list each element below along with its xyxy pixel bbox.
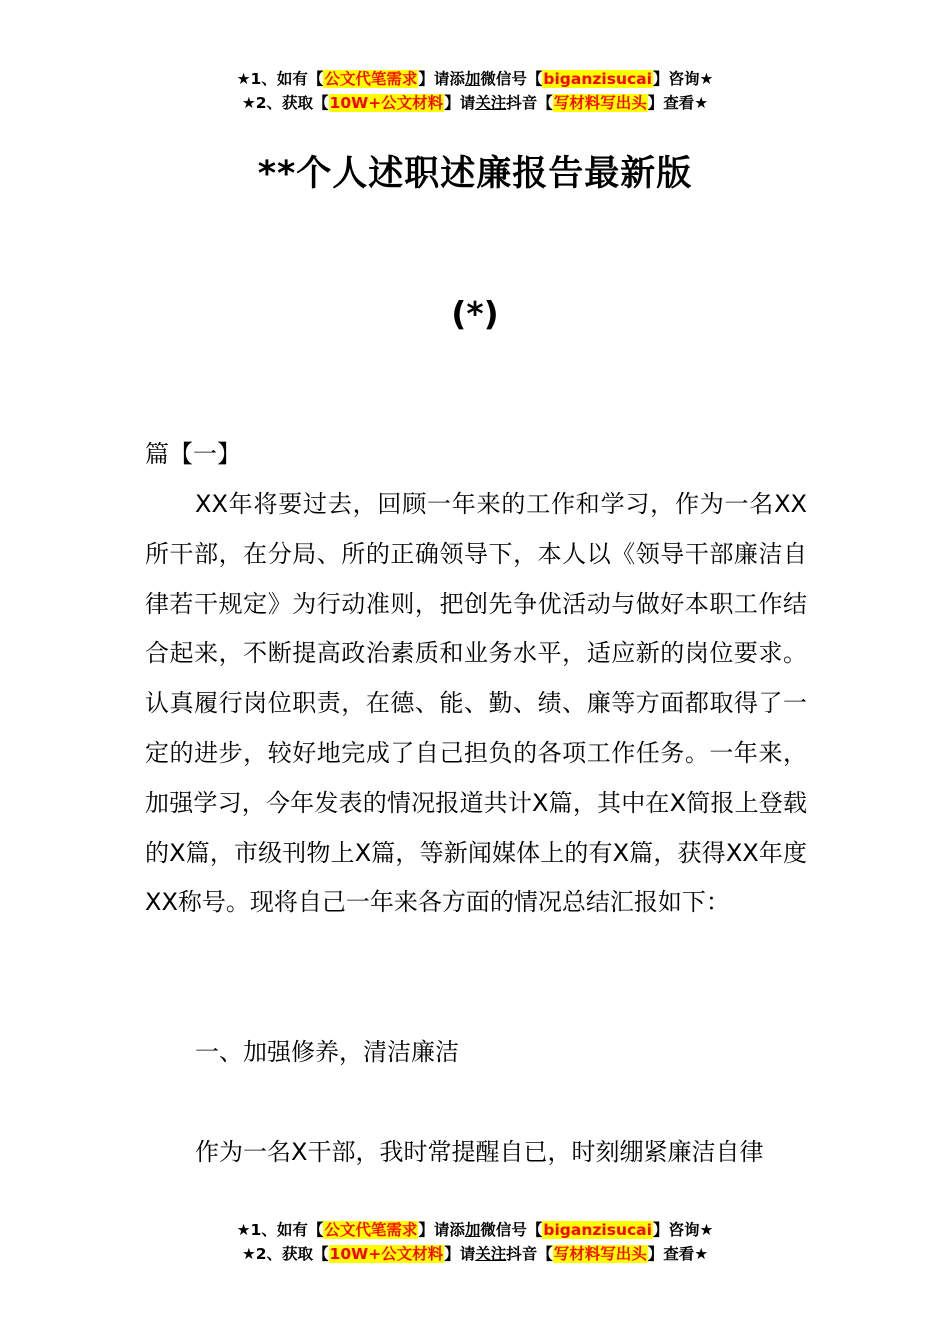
- promo-text: 】请添: [418, 70, 465, 88]
- body-paragraph-1: XX年将要过去，回顾一年来的工作和学习，作为一名XX所干部，在分局、所的正确领导下，本人以《领导干部廉洁自律若干规定》为行动准则，把创先争优活动与做好本职工作结合起来，不断提高政治素质和业务水平，适应新的岗位要求。认真履行岗位职责，在德、能、勤、绩、廉等方面都取得了一定的进步，较好地完成了自己担负的各项工作任务。一年来，加强学习，今年发表的情况报道共计X篇，其中在X简报上登载的X篇，市级刊物上X篇，等新闻媒体上的有X篇，获得XX年度XX称号。现将自己一年来各方面的情况总结汇报如下：: [145, 490, 807, 917]
- promo-text: 】请: [444, 1245, 476, 1263]
- promo-underlined-text: 关注: [475, 94, 507, 112]
- promo-text: 抖音【: [506, 1245, 553, 1263]
- promo-line-1: [0, 1218, 950, 1242]
- document-subtitle: (*): [451, 294, 499, 333]
- promo-text: ★1、如有【: [236, 1221, 324, 1239]
- promo-text: ★2、获取【: [241, 1245, 329, 1263]
- promo-text: 】查看★: [647, 1245, 709, 1263]
- promo-text: 】咨询★: [652, 1221, 714, 1239]
- promo-douyin-id: 写材料写出头: [553, 94, 647, 112]
- document-title: **个人述职述廉报告最新版: [257, 154, 693, 194]
- promo-line-2: [0, 91, 950, 115]
- promo-underlined-text: 关注: [475, 1245, 507, 1263]
- promo-douyin-id: 写材料写出头: [553, 1245, 647, 1263]
- promo-highlight: 10W+公文材料: [329, 94, 444, 112]
- promo-highlight: 公文代笔需求: [324, 70, 418, 88]
- promo-highlight: 10W+公文材料: [329, 1245, 444, 1263]
- promo-text: 抖音【: [506, 94, 553, 112]
- promo-text: 微信号【: [480, 1221, 543, 1239]
- promo-text: ★1、如有【: [236, 70, 324, 88]
- promo-wechat-id: biganzisucai: [543, 70, 652, 88]
- promo-line-2: [0, 1242, 950, 1266]
- promo-text: 微信号【: [480, 70, 543, 88]
- promo-highlight: 公文代笔需求: [324, 1221, 418, 1239]
- promo-text: ★2、获取【: [241, 94, 329, 112]
- promo-text: 】查看★: [647, 94, 709, 112]
- promo-underlined-text: 加: [464, 1221, 481, 1239]
- section-heading-1: 一、加强修养，清洁廉洁: [195, 1038, 459, 1066]
- part-heading: 篇【一】: [145, 440, 241, 468]
- promo-line-1: [0, 67, 950, 91]
- body-paragraph-2: 作为一名X干部，我时常提醒自已，时刻绷紧廉洁自律: [195, 1138, 764, 1166]
- promo-wechat-id: biganzisucai: [543, 1221, 652, 1239]
- promo-header: [0, 67, 950, 115]
- promo-text: 】请: [444, 94, 476, 112]
- promo-footer: [0, 1218, 950, 1266]
- promo-underlined-text: 加: [464, 70, 481, 88]
- promo-text: 】请添: [418, 1221, 465, 1239]
- promo-text: 】咨询★: [652, 70, 714, 88]
